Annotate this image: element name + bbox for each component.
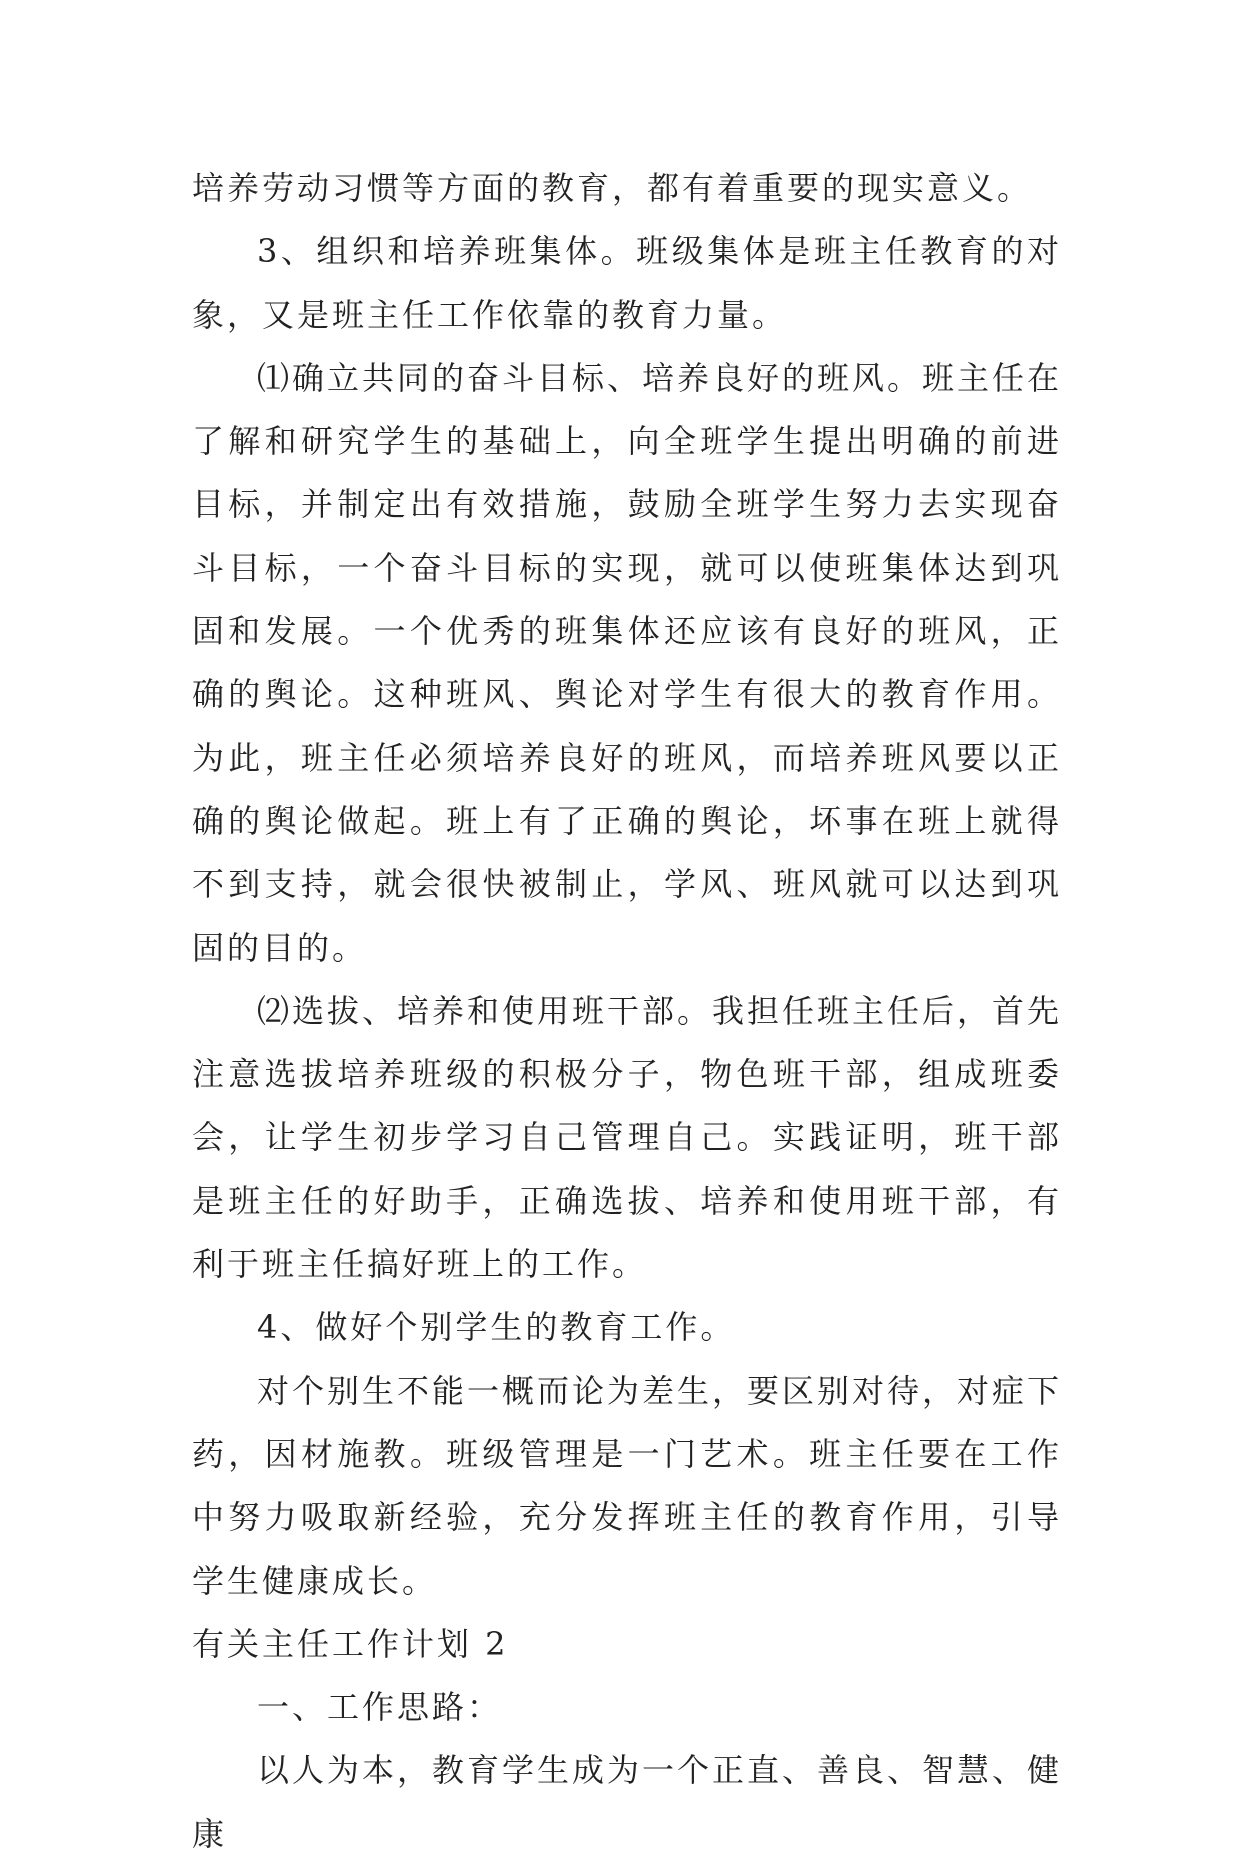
paragraph-8: 一、工作思路： [257,1688,503,1727]
paragraph-1: 培养劳动习惯等方面的教育，都有着重要的现实意义。 [192,169,1033,207]
section-heading: 有关主任工作计划 2 [192,1624,509,1663]
paragraph-3: ⑴确立共同的奋斗目标、培养良好的班风。班主任在了解和研究学生的基础上，向全班学生提出明确的前进目标，并制定出有效措施，鼓励全班学生努力去实现奋斗目标，一个奋斗目标的实现，就可以使班集体达到巩固和发展。一个优秀的班集体还应该有良好的班风，正确的舆论。这种班风、舆论对学生有很大的教育作用。为此，班主任必须培养良好的班风，而培养班风要以正确的舆论做起。班上有了正确的舆论，坏事在班上就得不到支持，就会很快被制止，学风、班风就可以达到巩固的目的。 [192,358,1063,967]
paragraph-6: 对个别生不能一概而论为差生，要区别对待，对症下药，因材施教。班级管理是一门艺术。班主任要在工作中努力吸取新经验，充分发挥班主任的教育作用，引导学生健康成长。 [192,1371,1063,1600]
paragraph-9: 以人为本，教育学生成为一个正直、善良、智慧、健康 [192,1751,1063,1853]
paragraph-4: ⑵选拔、培养和使用班干部。我担任班主任后，首先注意选拔培养班级的积极分子，物色班干部，组成班委会，让学生初步学习自己管理自己。实践证明，班干部是班主任的好助手，正确选拔、培养和使用班干部，有利于班主任搞好班上的工作。 [192,991,1063,1284]
document-body [192,157,1062,1866]
paragraph-2: 3、组织和培养班集体。班级集体是班主任教育的对象，又是班主任工作依靠的教育力量。 [192,232,1062,334]
paragraph-5: 4、做好个别学生的教育工作。 [257,1308,736,1347]
